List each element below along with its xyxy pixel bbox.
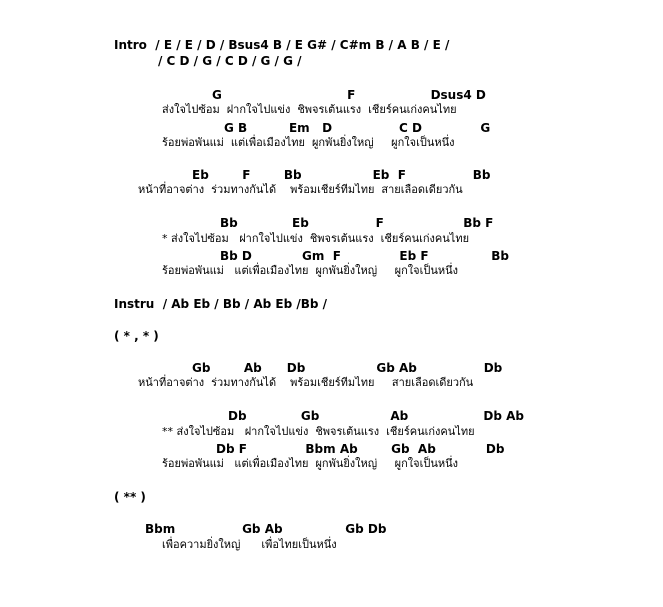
- lyric-line: ร้อยพ่อพันแม่ แต่เพื่อเมืองไทย ผูกพันยิ่งใหญ่ ผูกใจเป็นหนึ่ง: [162, 264, 458, 277]
- chord-line: Eb F Bb Eb F Bb: [192, 168, 491, 182]
- repeat-marker: ( ** ): [114, 490, 146, 504]
- lyric-line: ส่งใจไปซ้อม ฝากใจไปแข่ง ชิพจรเต้นแรง เชียร์คนเก่งคนไทย: [162, 103, 457, 116]
- chord-line: G B Em D C D G: [224, 121, 491, 135]
- chord-line: Bb D Gm F Eb F Bb: [220, 249, 509, 263]
- lyric-line: ** ส่งใจไปซ้อม ฝากใจไปแข่ง ชิพจรเต้นแรง เชียร์คนเก่งคนไทย: [162, 425, 475, 438]
- repeat-marker: ( * , * ): [114, 329, 159, 343]
- lyric-line: หน้าที่อาจต่าง ร่วมทางกันได้ พร้อมเชียร์ทีมไทย สายเลือดเดียวกัน: [138, 183, 463, 196]
- chord-line: Bbm Gb Ab Gb Db: [145, 522, 387, 536]
- lyric-line: เพื่อความยิ่งใหญ่ เพื่อไทยเป็นหนึ่ง: [162, 538, 337, 551]
- chord-line: Db Gb Ab Db Ab: [228, 409, 525, 423]
- lyric-line: * ส่งใจไปซ้อม ฝากใจไปแข่ง ชิพจรเต้นแรง เชียร์คนเก่งคนไทย: [162, 232, 470, 245]
- intro-line-2: / C D / G / C D / G / G /: [158, 54, 302, 68]
- chord-line: G F Dsus4 D: [212, 88, 486, 102]
- lyric-line: หน้าที่อาจต่าง ร่วมทางกันได้ พร้อมเชียร์ทีมไทย สายเลือดเดียวกัน: [138, 376, 474, 389]
- lyric-line: ร้อยพ่อพันแม่ แต่เพื่อเมืองไทย ผูกพันยิ่งใหญ่ ผูกใจเป็นหนึ่ง: [162, 457, 458, 470]
- intro-line-1: Intro / E / E / D / Bsus4 B / E G# / C#m B / A B / E /: [114, 38, 450, 52]
- chord-line: Gb Ab Db Gb Ab Db: [192, 361, 503, 375]
- instrumental-line: Instru / Ab Eb / Bb / Ab Eb /Bb /: [114, 297, 328, 311]
- chord-line: Db F Bbm Ab Gb Ab Db: [216, 442, 505, 456]
- lyric-line: ร้อยพ่อพันแม่ แต่เพื่อเมืองไทย ผูกพันยิ่งใหญ่ ผูกใจเป็นหนึ่ง: [162, 136, 455, 149]
- chord-line: Bb Eb F Bb F: [220, 216, 494, 230]
